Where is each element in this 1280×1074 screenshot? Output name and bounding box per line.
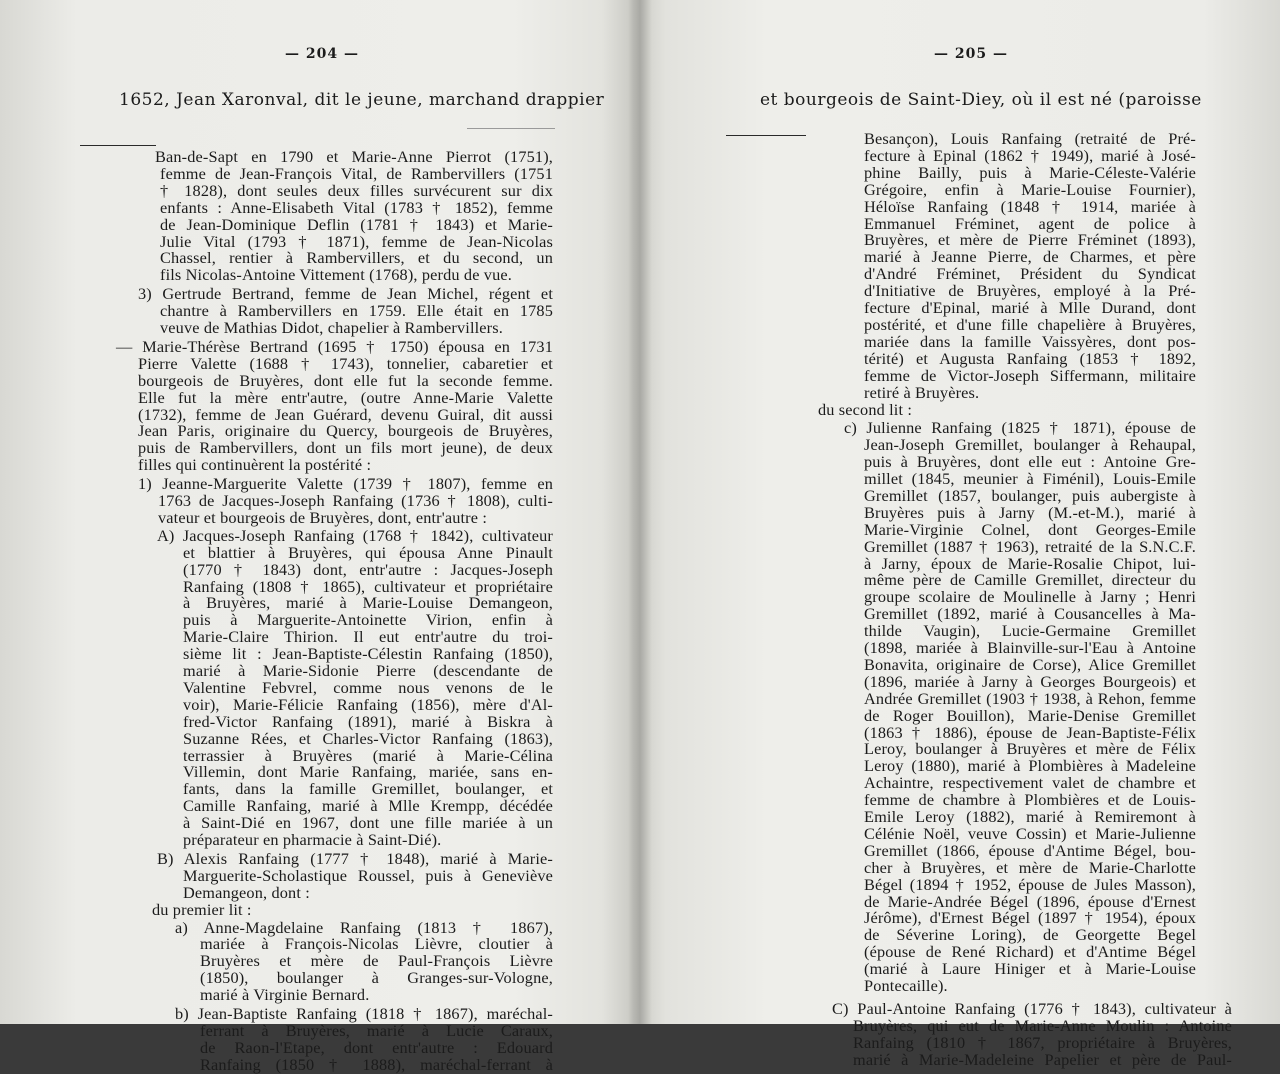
right-line-30: thilde Vaugin), Lucie-Germaine Gremillet [864, 621, 1196, 641]
right-line-18: c) Julienne Ranfaing (1825 † 1871), épouse de [844, 418, 1196, 438]
left-line-24: et blattier à Bruyères, qui épousa Anne Pinault [183, 542, 553, 562]
right-line-5: Héloïse Ranfaing (1848 † 1914, mariée à [864, 196, 1196, 216]
left-line-20: 1) Jeanne-Marguerite Valette (1739 † 1807), femme en [138, 474, 553, 494]
left-line-37: Villemin, dont Marie Ranfaing, mariée, sans en- [183, 762, 553, 782]
left-line-16: (1732), femme de Jean Guérard, devenu Guiral, dit aussi [138, 404, 553, 424]
left-line-43: Marguerite-Scholastique Roussel, puis à Geneviève [183, 865, 553, 885]
right-line-48: de Séverine Loring), de Georgette Begel [864, 925, 1196, 945]
right-line-32: Bonavita, originaire de Corse), Alice Gremillet [864, 654, 1196, 674]
book-gutter [628, 0, 652, 1024]
faint-rule-left [467, 128, 555, 129]
left-line-22: vateur et bourgeois de Bruyères, dont, entr'autre : [158, 507, 488, 527]
right-line-39: Achaintre, respectivement valet de chambre et [864, 773, 1196, 793]
left-line-47: mariée à François-Nicolas Lièvre, cloutier à [200, 934, 553, 954]
right-line-15: femme de Victor-Joseph Siffermann, militaire [864, 365, 1196, 385]
right-line-1: Besançon), Louis Ranfaing (retraité de Pré- [864, 129, 1196, 148]
right-line-25: Gremillet (1887 † 1963), retraité de la S.N.C.F. [864, 536, 1196, 556]
right-line-26: à Jarny, époux de Marie-Rosalie Chipot, lui- [864, 553, 1196, 573]
left-line-52: ferrant à Bruyères, marié à Lucie Caraux, [200, 1020, 553, 1040]
right-line-20: puis à Bruyères, dont elle eut : Antoine Gre- [864, 452, 1196, 472]
left-line-33: voir), Marie-Félicie Ranfaing (1856), mère d'Al- [183, 694, 553, 714]
right-line-14: térité) et Augusta Ranfaing (1853 † 1892, [864, 348, 1196, 368]
left-line-48: Bruyères et mère de Paul-François Lièvre [200, 951, 553, 971]
right-line-46: de Marie-Andrée Bégel (1896, épouse d'Ernest [864, 891, 1196, 911]
left-line-26: Ranfaing (1808 † 1865), cultivateur et propriétaire [183, 576, 553, 596]
left-line-13: Pierre Valette (1688 † 1743), tonnelier, cabaretier et [138, 353, 553, 373]
left-line-30: sième lit : Jean-Baptiste-Célestin Ranfaing (1850), [183, 644, 553, 664]
left-line-2: femme de Jean-François Vital, de Rambervillers (1751 [160, 163, 553, 183]
right-line-24: Marie-Virginie Colnel, dont Georges-Emile [864, 519, 1196, 539]
right-line-53: Bruyères, qui eut de Marie-Anne Moulin : Antoine [853, 1015, 1232, 1035]
right-line-55: marié à Marie-Madeleine Papelier et père de Paul- [853, 1049, 1232, 1069]
right-line-36: (1863 † 1886), épouse de Jean-Baptiste-Félix [864, 722, 1196, 742]
right-line-6: Emmanuel Fréminet, agent de police à [864, 213, 1196, 233]
right-line-10: d'Initiative de Bruyères, employé à la Pré- [864, 281, 1196, 301]
left-line-14: bourgeois de Bruyères, dont elle fut la seconde femme. [138, 370, 553, 390]
left-line-36: terrassier à Bruyères (marié à Marie-Célina [183, 745, 553, 765]
right-line-4: Grégoire, enfin à Marie-Louise Fournier), [864, 179, 1196, 199]
right-line-29: Gremillet (1892, marié à Cousancelles à Ma- [864, 604, 1196, 624]
right-line-19: Jean-Joseph Gremillet, boulanger à Rehaupal, [864, 435, 1196, 455]
right-line-51: Pontecaille). [864, 976, 948, 995]
running-line-right: et bourgeois de Saint-Diey, où il est né (paroisse [760, 90, 1202, 110]
left-line-18: puis de Rambervillers, dont un fils mort jeune), de deux [138, 438, 553, 458]
left-line-40: à Saint-Dié en 1967, dont une fille mariée à un [183, 813, 553, 833]
left-line-29: Marie-Claire Thirion. Il eut entr'autre du troi- [183, 627, 553, 647]
left-line-28: puis à Marguerite-Antoinette Virion, enfin à [183, 610, 553, 630]
right-line-49: (épouse de René Richard) et d'Antime Bégel [864, 942, 1196, 962]
right-line-28: groupe scolaire de Moulinelle à Jarny ; Henri [864, 587, 1196, 607]
page-number-right: — 205 — [934, 46, 1008, 62]
right-line-16: retiré à Bruyères. [864, 382, 980, 402]
left-line-39: Camille Ranfaing, marié à Mlle Krempp, décédée [183, 796, 553, 816]
left-line-46: a) Anne-Magdelaine Ranfaing (1813 † 1867), [175, 917, 553, 937]
page-204 [0, 0, 630, 1074]
right-line-31: (1898, mariée à Blainville-sur-l'Eau à Antoine [864, 638, 1196, 657]
left-line-50: marié à Virginie Bernard. [200, 985, 370, 1005]
left-line-54: Ranfaing (1850 † 1888), maréchal-ferrant à [200, 1054, 553, 1074]
right-line-40: femme de chambre à Plombières et de Louis- [864, 790, 1196, 810]
running-line-left: 1652, Jean Xaronval, dit le jeune, marchand drappier [119, 90, 605, 110]
right-line-47: Jérôme), d'Ernest Bégel (1897 † 1954), époux [864, 908, 1196, 928]
left-line-5: de Jean-Dominique Deflin (1781 † 1843) et Marie- [160, 214, 553, 234]
right-line-45: Bégel (1894 † 1952, épouse de Jules Masson), [864, 874, 1196, 894]
left-line-15: Elle fut la mère entr'autre, (outre Anne-Marie Valette [138, 387, 553, 407]
right-line-11: fecture d'Epinal, marié à Mlle Durand, dont [864, 298, 1196, 317]
left-line-12: — Marie-Thérèse Bertrand (1695 † 1750) épousa en 1731 [116, 336, 553, 356]
left-line-31: marié à Marie-Sidonie Pierre (descendante de [183, 661, 553, 680]
right-line-42: Célénie Noël, veuve Cossin) et Marie-Julienne [864, 823, 1196, 843]
right-line-17: du second lit : [818, 400, 913, 420]
right-line-44: cher à Bruyères, et mère de Marie-Charlotte [864, 857, 1196, 877]
left-line-3: † 1828), dont seules deux filles survécurent sur dix [160, 180, 553, 200]
right-line-35: de Roger Bouillon), Marie-Denise Gremillet [864, 705, 1196, 725]
left-line-42: B) Alexis Ranfaing (1777 † 1848), marié à Marie- [157, 848, 553, 868]
right-line-7: Bruyères, et mère de Pierre Fréminet (1893), [864, 230, 1196, 250]
right-line-12: postérité, et d'une fille chapelière à Bruyères, [864, 314, 1196, 334]
left-line-51: b) Jean-Baptiste Ranfaing (1818 † 1867), maréchal- [175, 1004, 553, 1023]
left-line-8: fils Nicolas-Antoine Vittement (1768), perdu de vue. [160, 265, 512, 285]
right-line-13: mariée dans la famille Vaissyères, dont pos- [864, 331, 1196, 351]
right-line-2: fecture à Epinal (1862 † 1949), marié à José- [864, 145, 1196, 165]
left-line-38: fants, dans la famille Gremillet, boulanger, et [183, 779, 553, 799]
right-line-22: Gremillet (1857, boulanger, puis aubergiste à [864, 485, 1196, 505]
left-line-10: chantre à Rambervillers en 1759. Elle était en 1785 [160, 301, 553, 321]
left-line-23: A) Jacques-Joseph Ranfaing (1768 † 1842), cultivateur [157, 525, 553, 545]
left-line-49: (1850), boulanger à Granges-sur-Vologne, [200, 968, 553, 988]
right-line-21: millet (1845, meunier à Fiménil), Louis-Emile [864, 469, 1196, 488]
page-number-left: — 204 — [285, 46, 359, 62]
footnote-rule-right [726, 135, 806, 136]
left-line-4: enfants : Anne-Elisabeth Vital (1783 † 1852), femme [160, 197, 553, 217]
left-line-1: Ban-de-Sapt en 1790 et Marie-Anne Pierrot (1751), [155, 147, 553, 166]
right-line-38: Leroy (1880), marié à Plombières à Madeleine [864, 756, 1196, 776]
right-line-54: Ranfaing (1810 † 1867, propriétaire à Bruyères, [853, 1032, 1232, 1052]
right-line-37: Leroy, boulanger à Bruyères et mère de Félix [864, 739, 1196, 759]
left-line-19: filles qui continuèrent la postérité : [138, 455, 372, 475]
left-line-35: Suzanne Rées, et Charles-Victor Ranfaing (1863), [183, 728, 553, 748]
right-line-34: Andrée Gremillet (1903 † 1938, à Rehon, femme [864, 688, 1196, 708]
right-line-33: (1896, mariée à Jarny à Georges Bourgeois) et [864, 671, 1196, 691]
left-line-25: (1770 † 1843) dont, entr'autre : Jacques-Joseph [183, 559, 553, 579]
right-line-9: d'André Fréminet, Président du Syndicat [864, 264, 1196, 284]
right-line-23: Bruyères puis à Jarny (M.-et-M.), marié à [864, 502, 1196, 522]
left-line-11: veuve de Mathias Didot, chapelier à Rambervillers. [160, 318, 503, 337]
left-line-34: fred-Victor Ranfaing (1891), marié à Biskra à [183, 711, 553, 731]
left-line-17: Jean Paris, originaire du Quercy, bourgeois de Bruyères, [138, 421, 553, 441]
right-line-3: phine Bailly, puis à Marie-Céleste-Valérie [864, 162, 1196, 182]
right-line-41: Emile Leroy (1882), marié à Remiremont à [864, 807, 1196, 826]
left-line-53: de Raon-l'Etape, dont entr'autre : Edouard [200, 1037, 553, 1057]
left-line-21: 1763 de Jacques-Joseph Ranfaing (1736 † 1808), culti- [158, 491, 553, 510]
left-line-27: à Bruyères, marié à Marie-Louise Demangeon, [183, 593, 553, 613]
right-line-50: (marié à Laure Hiniger et à Marie-Louise [864, 959, 1196, 979]
left-line-32: Valentine Febvrel, comme nous venons de le [183, 677, 553, 697]
left-line-41: préparateur en pharmacie à Saint-Dié). [183, 830, 442, 849]
right-line-43: Gremillet (1866, épouse d'Antime Bégel, bou- [864, 840, 1196, 860]
left-line-45: du premier lit : [152, 899, 252, 919]
right-line-52: C) Paul-Antoine Ranfaing (1776 † 1843), cultivateur à [832, 998, 1232, 1018]
left-line-44: Demangeon, dont : [183, 882, 310, 902]
right-line-8: marié à Jeanne Pierre, de Charmes, et père [864, 247, 1196, 267]
right-line-27: même père de Camille Gremillet, directeur du [864, 570, 1196, 590]
left-line-7: Chassel, rentier à Rambervillers, et du second, un [160, 248, 553, 268]
page-205 [650, 0, 1280, 1069]
footnote-rule-left [80, 145, 156, 146]
left-line-9: 3) Gertrude Bertrand, femme de Jean Michel, régent et [138, 284, 553, 304]
left-line-6: Julie Vital (1793 † 1871), femme de Jean-Nicolas [160, 231, 553, 251]
